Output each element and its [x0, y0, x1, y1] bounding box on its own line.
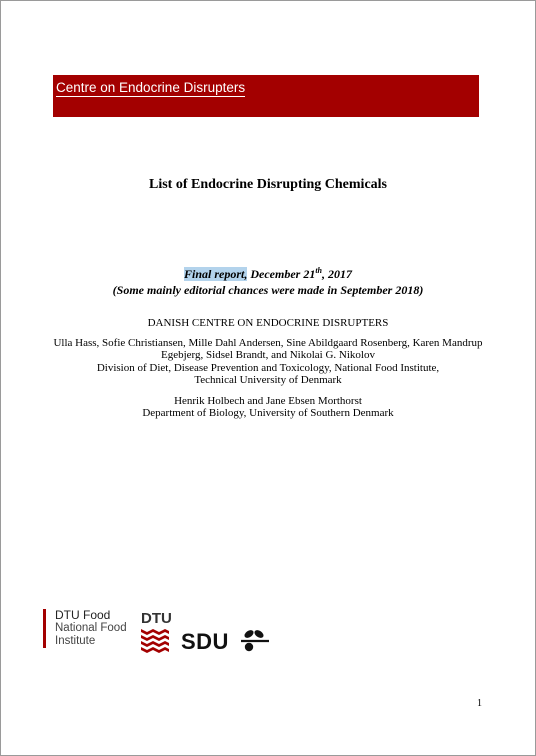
page-number: 1 [477, 698, 482, 709]
affiliation-line: Department of Biology, University of Southern Denmark [142, 407, 394, 420]
banner-title: Centre on Endocrine Disrupters [56, 80, 246, 95]
editorial-note: (Some mainly editorial chances were made in September 2018) [112, 283, 424, 297]
sdu-logo-icon [181, 625, 273, 653]
authors-block-sdu [51, 395, 485, 420]
affiliation-line: Division of Diet, Disease Prevention and Toxicology, National Food Institute, [96, 361, 440, 374]
dtu-logo-text: DTU [141, 610, 172, 627]
document-title: List of Endocrine Disrupting Chemicals [148, 177, 387, 192]
dtu-food-logo [43, 609, 127, 648]
author-line: Henrik Holbech and Jane Ebsen Morthorst [174, 395, 362, 407]
report-date-text: December 21 [247, 267, 316, 281]
author-line: Egebjerg, Sidsel Brandt, and Nikolai G. Nikolov [161, 349, 375, 362]
dtu-food-logo-line: DTU Food [55, 608, 111, 622]
sdu-logo-text: SDU [181, 629, 229, 653]
affiliation-line: Technical University of Denmark [194, 374, 342, 387]
report-year-text: , 2017 [322, 267, 352, 281]
authors-block-dtu [51, 337, 485, 387]
dtu-food-logo-line: National Food [55, 622, 127, 634]
organisation-name: DANISH CENTRE ON ENDOCRINE DISRUPTERS [147, 317, 389, 329]
report-date-superscript: th [315, 266, 322, 275]
report-date-line [1, 267, 535, 282]
dtu-food-logo-line: Institute [55, 635, 96, 647]
dtu-logo-icon [139, 609, 173, 653]
highlighted-text[interactable]: Final report, [183, 267, 248, 281]
header-banner [53, 75, 479, 117]
author-line: Ulla Hass, Sofie Christiansen, Mille Dahl Andersen, Sine Abildgaard Rosenberg, Karen Mandrup [53, 337, 483, 349]
